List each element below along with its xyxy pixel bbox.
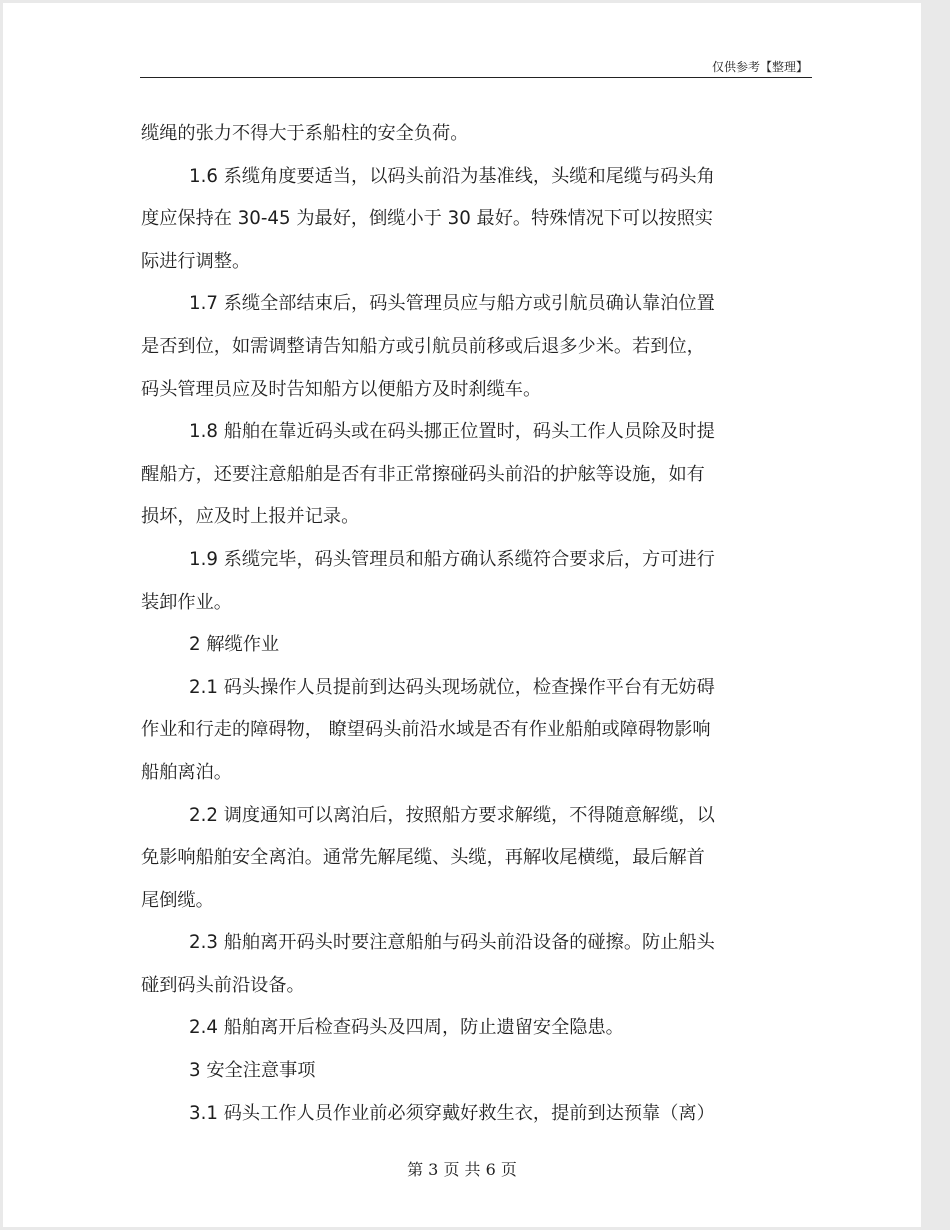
text-line: 作业和行走的障碍物， 瞭望码头前沿水域是否有作业船舶或障碍物影响: [141, 719, 711, 741]
text-line: 1.9 系缆完毕，码头管理员和船方确认系缆符合要求后，方可进行: [189, 548, 715, 570]
text-line: 度应保持在 30-45 为最好，倒缆小于 30 最好。特殊情况下可以按照实: [141, 208, 713, 230]
section-heading: 3 安全注意事项: [189, 1060, 316, 1082]
text-line: 际进行调整。: [141, 250, 251, 272]
text-line: 2.1 码头操作人员提前到达码头现场就位，检查操作平台有无妨碍: [189, 676, 715, 698]
text-line: 码头管理员应及时告知船方以便船方及时刹缆车。: [141, 378, 542, 400]
section-heading: 2 解缆作业: [189, 634, 280, 656]
text-line: 2.2 调度通知可以离泊后，按照船方要求解缆，不得随意解缆，以: [189, 804, 715, 826]
text-line: 醒船方，还要注意船舶是否有非正常擦碰码头前沿的护舷等设施，如有: [141, 463, 705, 485]
text-line: 3.1 码头工作人员作业前必须穿戴好救生衣，提前到达预靠（离）: [189, 1102, 715, 1124]
text-line: 尾倒缆。: [141, 889, 214, 911]
text-line: 装卸作业。: [141, 591, 232, 613]
page-footer: 第 3 页 共 6 页: [407, 1160, 517, 1179]
text-line: 碰到码头前沿设备。: [141, 974, 305, 996]
document-page: [3, 3, 921, 1227]
body-text: [141, 113, 791, 1135]
text-line: 损坏，应及时上报并记录。: [141, 506, 360, 528]
text-line: 1.7 系缆全部结束后，码头管理员应与船方或引航员确认靠泊位置: [189, 293, 715, 315]
text-line: 缆绳的张力不得大于系船柱的安全负荷。: [141, 123, 469, 144]
text-line: 2.3 船舶离开码头时要注意船舶与码头前沿设备的碰擦。防止船头: [189, 932, 715, 954]
text-line: 1.6 系缆角度要适当，以码头前沿为基准线，头缆和尾缆与码头角: [189, 165, 715, 187]
header-divider: [140, 77, 812, 78]
text-line: 是否到位，如需调整请告知船方或引航员前移或后退多少米。若到位，: [141, 335, 705, 357]
text-line: 1.8 船舶在靠近码头或在码头挪正位置时，码头工作人员除及时提: [189, 421, 715, 443]
text-line: 船舶离泊。: [141, 761, 232, 783]
page-header: 仅供参考【整理】: [711, 60, 808, 74]
text-line: 2.4 船舶离开后检查码头及四周，防止遗留安全隐患。: [189, 1017, 624, 1039]
text-line: 免影响船舶安全离泊。通常先解尾缆、头缆，再解收尾横缆，最后解首: [141, 847, 705, 869]
